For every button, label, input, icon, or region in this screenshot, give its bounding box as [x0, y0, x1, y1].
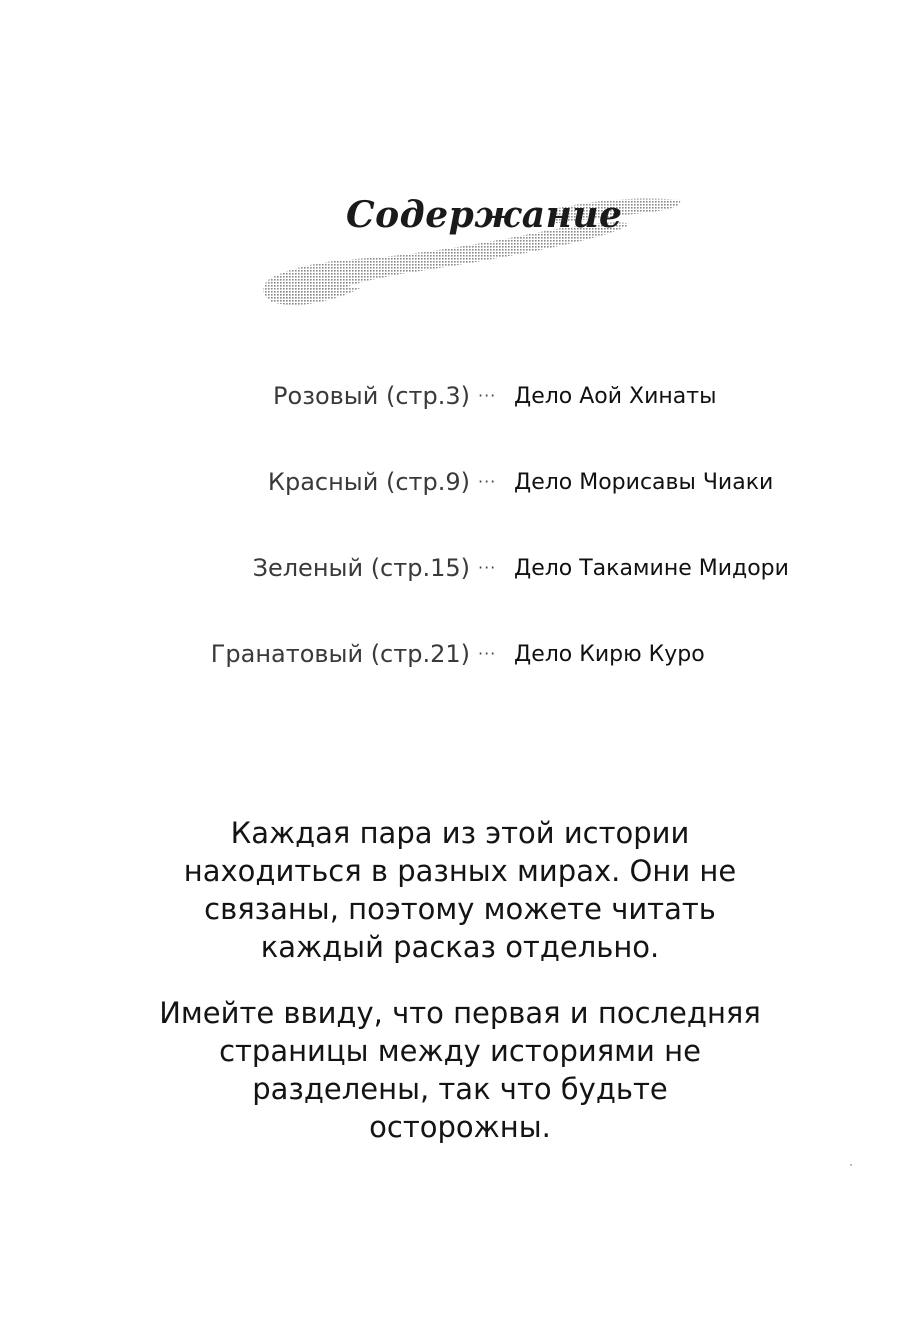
note-line: страницы между историями не: [219, 1034, 701, 1068]
toc-entry: [0, 468, 920, 554]
toc-chapter-title: Дело Морисавы Чиаки: [514, 470, 774, 495]
toc-chapter-label: Розовый (стр.3): [273, 382, 470, 410]
table-of-contents: [0, 382, 920, 726]
reader-notes: [110, 814, 810, 1174]
note-line: разделены, так что будьте: [252, 1072, 668, 1106]
page-title: Содержание: [346, 194, 623, 236]
toc-leader-dots: ···: [478, 644, 497, 663]
toc-entry: [0, 554, 920, 640]
toc-entry: [0, 640, 920, 726]
paper-speck: [850, 1164, 852, 1166]
toc-leader-dots: ···: [478, 472, 497, 491]
note-line: Имейте ввиду, что первая и последняя: [159, 996, 761, 1030]
note-line: каждый расказ отдельно.: [260, 930, 660, 964]
toc-chapter-title: Дело Такамине Мидори: [514, 556, 789, 581]
note-line: связаны, поэтому можете читать: [204, 892, 716, 926]
toc-entry: [0, 382, 920, 468]
toc-chapter-title: Дело Аой Хинаты: [514, 384, 717, 409]
note-line: Каждая пара из этой истории: [230, 816, 690, 850]
toc-chapter-label: Зеленый (стр.15): [252, 554, 470, 582]
note-line: осторожны.: [369, 1110, 551, 1144]
note-paragraph: [110, 994, 810, 1146]
toc-chapter-label: Красный (стр.9): [267, 468, 470, 496]
toc-leader-dots: ···: [478, 558, 497, 577]
note-line: находиться в разных мирах. Они не: [183, 854, 737, 888]
toc-chapter-title: Дело Кирю Куро: [514, 642, 705, 667]
title-block: [250, 180, 690, 320]
note-paragraph: [110, 814, 810, 966]
toc-chapter-label: Гранатовый (стр.21): [210, 640, 470, 668]
toc-leader-dots: ···: [478, 386, 497, 405]
